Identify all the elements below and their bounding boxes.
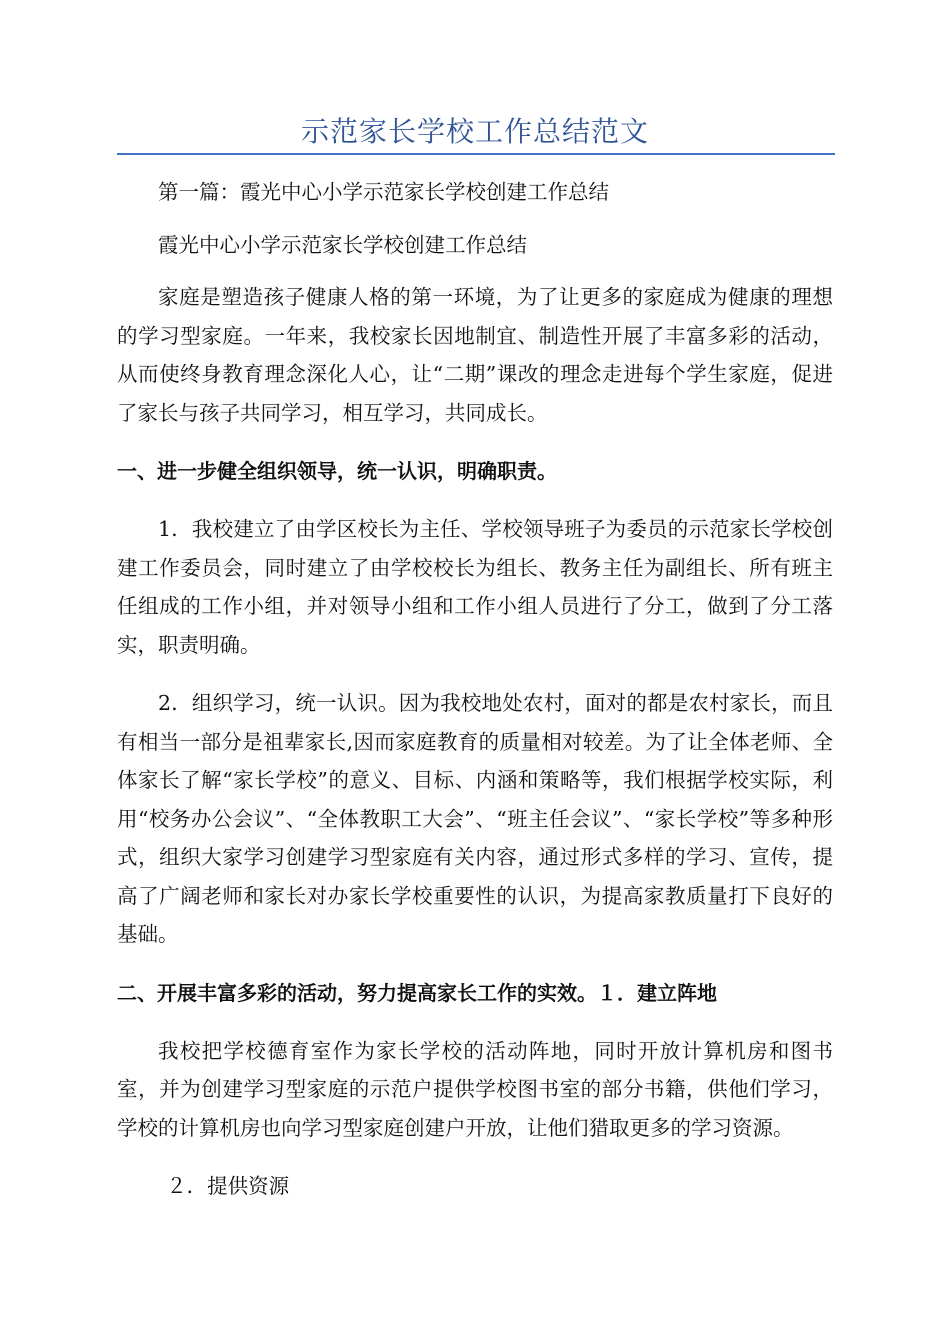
document-title: 示范家长学校工作总结范文 <box>300 115 649 148</box>
paragraph-3: 家庭是塑造孩子健康人格的第一环境，为了让更多的家庭成为健康的理想的学习型家庭。一年来，我校家长因地制宜、制造性开展了丰富多彩的活动，从而使终身教育理念深化人心，让“二期”课改的理念走进每个学生家庭，促进了家长与孩子共同学习，相互学习，共同成长。 <box>117 285 833 425</box>
paragraph-1: 第一篇：霞光中心小学示范家长学校创建工作总结 <box>158 180 609 204</box>
paragraph-2: 霞光中心小学示范家长学校创建工作总结 <box>158 232 527 257</box>
section-heading-2: 二、开展丰富多彩的活动，努力提高家长工作的实效。１．建立阵地 <box>117 980 717 1005</box>
paragraph-7: ２．提供资源 <box>166 1174 290 1198</box>
paragraph-4: 1．我校建立了由学区校长为主任、学校领导班子为委员的示范家长学校创建工作委员会，同时建立了由学校校长为组长、教务主任为副组长、所有班主任组成的工作小组，并对领导小组和工作小组人员进行了分工，做到了分工落实，职责明确。 <box>117 517 833 657</box>
paragraph-6: 我校把学校德育室作为家长学校的活动阵地，同时开放计算机房和图书室，并为创建学习型家庭的示范户提供学校图书室的部分书籍，供他们学习，学校的计算机房也向学习型家庭创建户开放，让他们猎取更多的学习资源。 <box>117 1038 833 1140</box>
paragraph-5: 2．组织学习，统一认识。因为我校地处农村，面对的都是农村家长，而且有相当一部分是祖辈家长,因而家庭教育的质量相对较差。为了让全体老师、全体家长了解“家长学校”的意义、目标、内涵和策略等，我们根据学校实际，利用“校务办公会议”、“全体教职工大会”、“班主任会议”、“家长学校”等多种形式，组织大家学习创建学习型家庭有关内容，通过形式多样的学习、宣传，提高了广阔老师和家长对办家长学校重要性的认识，为提高家教质量打下良好的基础。 <box>117 691 833 946</box>
document-body <box>117 173 833 1206</box>
section-heading-1: 一、进一步健全组织领导，统一认识，明确职责。 <box>117 459 557 483</box>
title-underline <box>117 153 835 155</box>
